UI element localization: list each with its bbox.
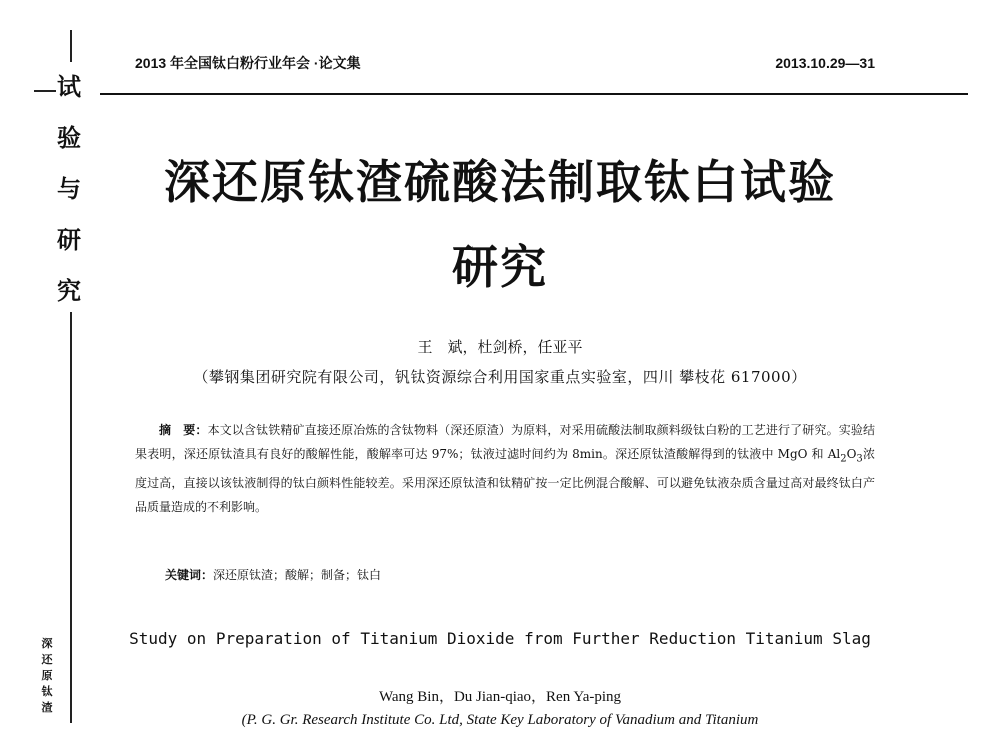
section-label-char: 验: [57, 124, 81, 152]
english-affiliation: (P. G. Gr. Research Institute Co. Ltd, State Key Laboratory of Vanadium and Titanium: [241, 712, 759, 728]
header-rule: [100, 93, 968, 95]
section-label-char: 与: [57, 175, 81, 203]
running-title-char: 钛: [41, 685, 53, 698]
affiliation-chinese: （攀钢集团研究院有限公司，钒钛资源综合利用国家重点实验室，四川 攀枝花 617000）: [193, 368, 807, 386]
keywords-label: 关键词：: [165, 568, 214, 582]
abstract: [135, 418, 875, 519]
paper-title-line-2: 研究: [452, 240, 548, 294]
section-label-char: 究: [57, 277, 81, 305]
conference-name: 2013 年全国钛白粉行业年会 ·论文集: [135, 55, 361, 71]
subscript: 3: [856, 453, 863, 465]
running-title-char: 原: [41, 669, 53, 682]
abstract-label: 摘 要：: [159, 423, 208, 437]
english-title: Study on Preparation of Titanium Dioxide from Further Reduction Titanium Slag: [129, 629, 871, 648]
formula-letter: O: [846, 447, 857, 461]
abstract-text-continued: 浓度过高，直接以该钛液制得的钛白颜料性能较差。采用深还原钛渣和钛精矿按一定比例混合酸解、可以避免钛液杂质含量过高对最终钛白产品质量造成的不利影响。: [135, 447, 875, 515]
section-label-char: 研: [57, 226, 81, 254]
section-label-vertical: [46, 62, 92, 317]
english-authors: Wang Bin，Du Jian-qiao，Ren Ya-ping: [378, 689, 622, 705]
section-label-char: 试: [57, 73, 81, 101]
subscript: 2: [840, 453, 847, 465]
authors-chinese: 王 斌，杜剑桥，任亚平: [417, 338, 583, 356]
keywords-text: 深还原钛渣；酸解；制备；钛白: [213, 568, 382, 582]
conference-dates: 2013.10.29—31: [775, 55, 875, 71]
running-title-char: 深: [41, 637, 53, 650]
running-title-char: 渣: [41, 701, 53, 714]
page-header: [135, 53, 875, 73]
paper-title-line-1: 深还原钛渣硫酸法制取钛白试验: [164, 155, 836, 209]
paper-title: [130, 140, 870, 310]
keywords: [165, 566, 381, 583]
running-title-vertical: [36, 636, 58, 716]
abstract-text: 本文以含钛铁精矿直接还原冶炼的含钛物料（深还原渣）为原料，对采用硫酸法制取颜料级钛白粉的工艺进行了研究。实验结果表明，深还原钛渣具有良好的酸解性能，酸解率可达 97%；钛液过滤时间约为 8min。深还原钛渣酸解得到的钛液中 MgO 和 Al: [135, 423, 875, 461]
running-title-char: 还: [41, 653, 53, 666]
